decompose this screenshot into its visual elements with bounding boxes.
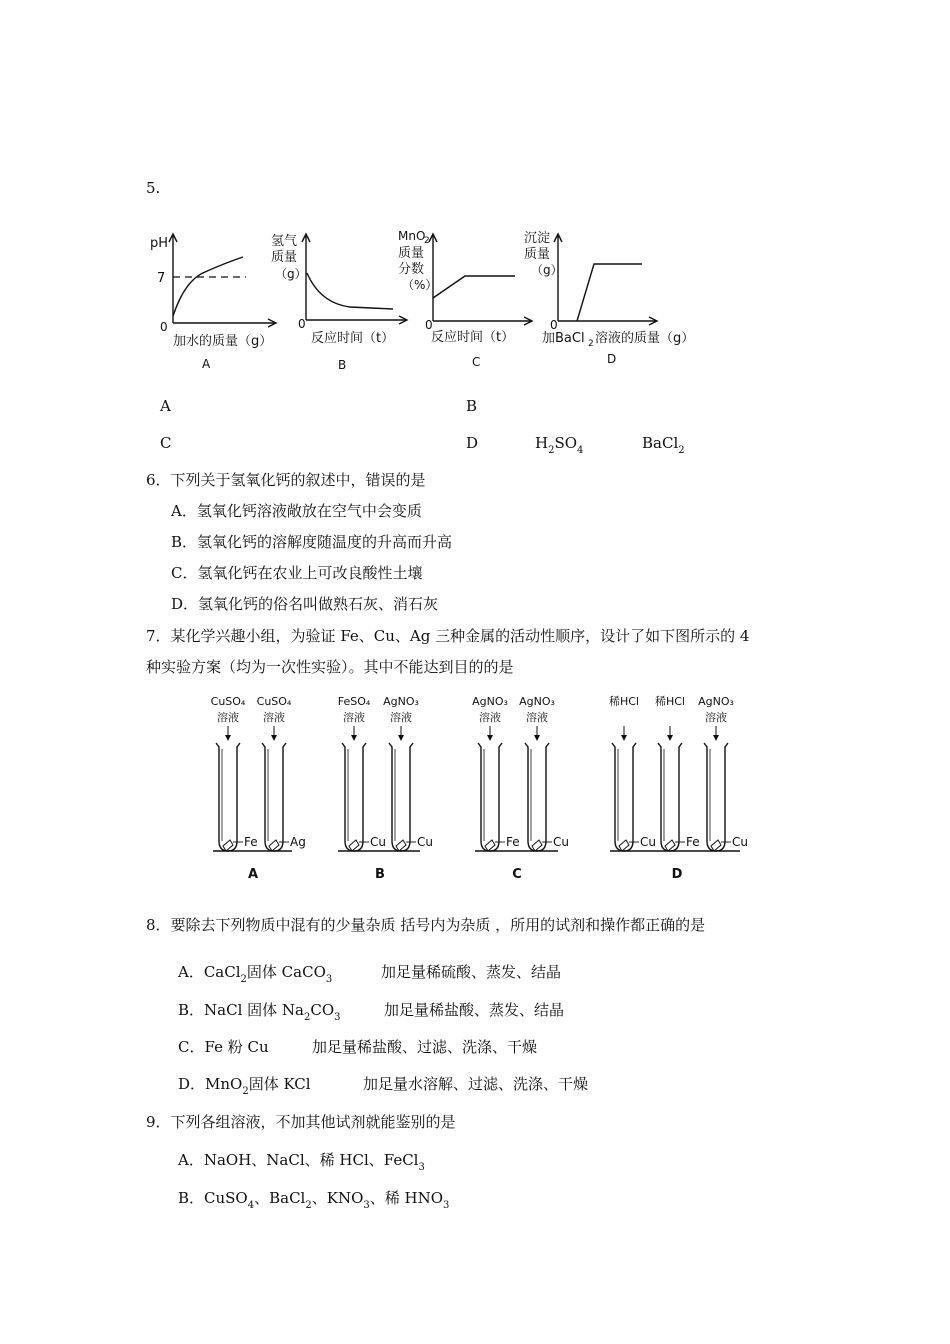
- graph-c-origin: 0: [425, 318, 433, 332]
- setup-a-letter: A: [247, 867, 259, 882]
- q5-option-b: B: [466, 397, 478, 415]
- setup-c-tube-2-metal-label: Cu: [553, 835, 569, 849]
- graph-c-letter: C: [472, 355, 481, 369]
- setup-c-tube-2-solution-label: 溶液: [526, 711, 548, 724]
- setup-d-tube-1-metal-piece: [619, 840, 629, 851]
- setup-a-tube-1-glass: [216, 743, 240, 851]
- setup-a-tube-1-reagent-label: CuSO₄: [210, 695, 246, 708]
- q8-option-c: C．Fe 粉 Cu: [178, 1038, 269, 1056]
- graph-a: [140, 228, 280, 378]
- graph-b-y-label-1: 氢气: [271, 234, 298, 249]
- q5-option-c: C: [160, 434, 172, 452]
- graph-d-y-label-1: 沉淀: [524, 231, 551, 246]
- graph-d-origin: 0: [550, 318, 558, 332]
- graph-c-y-label-4: （%）: [402, 278, 438, 292]
- setup-d-letter: D: [671, 867, 683, 882]
- setup-b-tube-2-glass: [389, 743, 413, 851]
- setup-b-tube-1-reagent-label: FeSO₄: [337, 695, 371, 708]
- setup-d-tube-3-reagent-label: AgNO₃: [698, 695, 734, 708]
- q8-option-a-method: 加足量稀硫酸、蒸发、结晶: [381, 963, 562, 981]
- q6-option-b: B．氢氧化钙的溶解度随温度的升高而升高: [171, 533, 453, 551]
- graph-b-y-label-3: （g）: [275, 267, 307, 281]
- setup-a-tube-1-metal-piece: [223, 840, 233, 851]
- graph-a-origin: 0: [160, 320, 168, 334]
- setup-c-tube-1-drop-arrow-head: [487, 735, 493, 741]
- setup-d-tube-3-glass: [704, 743, 728, 851]
- setup-a-tube-2-drop-arrow-head: [271, 735, 277, 741]
- setup-c-tube-1-reagent-label: AgNO₃: [472, 695, 508, 708]
- setup-b-tube-1-metal-label: Cu: [370, 835, 386, 849]
- q9-option-b: B．CuSO$_4$、BaCl$_2$、$KNO_3$、稀 $HNO_3$: [178, 1189, 450, 1211]
- graph-a-y-label: pH: [150, 236, 169, 251]
- setup-d-tube-2-metal-label: Fe: [686, 835, 700, 849]
- graph-c-y-label-sub: 2: [424, 236, 430, 246]
- q8-option-c-method: 加足量稀盐酸、过滤、洗涤、干燥: [312, 1038, 538, 1056]
- graph-b-y-label-2: 质量: [271, 250, 298, 265]
- setup-c-tube-2-metal-piece: [532, 840, 542, 851]
- q8-stem: 8．要除去下列物质中混有的少量杂质 括号内为杂质 ，所用的试剂和操作都正确的是: [146, 916, 706, 934]
- setup-d-tube-3-solution-label: 溶液: [705, 711, 727, 724]
- setup-b-tube-2-metal-label: Cu: [417, 835, 433, 849]
- setup-c-tube-2-reagent-label: AgNO₃: [519, 695, 555, 708]
- setup-b-tube-1-solution-label: 溶液: [343, 711, 365, 724]
- graph-c-line: [433, 276, 515, 298]
- setup-b-letter: B: [375, 867, 385, 882]
- graph-b-origin: 0: [298, 317, 306, 331]
- setup-c-tube-1-solution-label: 溶液: [479, 711, 501, 724]
- graph-c-x-label: 反应时间（t）: [431, 330, 515, 345]
- setup-a-tube-1-drop-arrow-head: [225, 735, 231, 741]
- setup-b-tube-2-metal-piece: [396, 840, 406, 851]
- setup-c-tube-1-metal-label: Fe: [506, 835, 520, 849]
- q5-option-d-formula-2: BaCl$_2$: [642, 434, 685, 456]
- q9-stem: 9．下列各组溶液，不加其他试剂就能鉴别的是: [146, 1113, 456, 1131]
- setup-a-tube-1-metal-label: Fe: [244, 835, 258, 849]
- graph-a-x-label: 加水的质量（g）: [173, 334, 273, 349]
- graph-b: [268, 228, 408, 378]
- q6-option-a: A．氢氧化钙溶液敞放在空气中会变质: [171, 502, 422, 520]
- q7-test-tube-diagram: [0, 690, 950, 890]
- setup-b-tube-1-metal-piece: [349, 840, 359, 851]
- q5-option-d: D: [466, 434, 479, 452]
- graph-d-x-label-sub: 2: [588, 339, 594, 349]
- q7-stem-line-2: 种实验方案（均为一次性实验）。其中不能达到目的的是: [146, 658, 514, 676]
- q8-option-d-method: 加足量水溶解、过滤、洗涤、干燥: [363, 1075, 589, 1093]
- setup-d-tube-1-glass: [612, 743, 636, 851]
- graph-d-y-label-2: 质量: [524, 247, 551, 262]
- setup-c-tube-1-metal-piece: [485, 840, 495, 851]
- graph-c: [395, 226, 535, 376]
- q8-option-d: D．MnO$_2$固体 KCl: [178, 1075, 311, 1097]
- setup-d-tube-3-metal-label: Cu: [732, 835, 748, 849]
- graph-b-x-label: 反应时间（t）: [311, 331, 395, 346]
- setup-c-tube-1-glass: [478, 743, 502, 851]
- setup-d-tube-2-drop-arrow-head: [667, 735, 673, 741]
- graph-b-curve: [307, 273, 393, 309]
- setup-b-tube-1-drop-arrow-head: [351, 735, 357, 741]
- graph-d-x-label-2: 溶液的质量（g）: [595, 331, 695, 346]
- graph-a-tick-7: 7: [157, 271, 166, 286]
- setup-a-tube-2-metal-label: Ag: [290, 835, 306, 849]
- graph-c-y-label-1: MnO: [398, 229, 426, 243]
- graph-c-y-label-3: 分数: [398, 262, 425, 277]
- graph-a-letter: A: [202, 357, 211, 371]
- setup-a-tube-2-metal-piece: [269, 840, 279, 851]
- graph-b-letter: B: [338, 358, 347, 372]
- setup-c-letter: C: [512, 867, 522, 882]
- q5-number: 5.: [146, 179, 161, 197]
- graph-d-line: [577, 264, 642, 321]
- q6-option-d: D．氢氧化钙的俗名叫做熟石灰、消石灰: [171, 595, 439, 613]
- q5-option-d-formula-1: $H_2SO_4$: [535, 434, 584, 456]
- q8-option-a: A．CaCl$_2$固体 CaCO$_3$: [178, 963, 333, 985]
- setup-d-tube-1-drop-arrow-head: [621, 735, 627, 741]
- setup-d-tube-2-glass: [658, 743, 682, 851]
- graph-d-x-label-1: 加BaCl: [542, 331, 585, 346]
- q6-option-c: C．氢氧化钙在农业上可改良酸性土壤: [171, 564, 423, 582]
- graph-a-curve: [173, 257, 243, 316]
- setup-b-tube-2-reagent-label: AgNO₃: [383, 695, 419, 708]
- setup-a-tube-2-reagent-label: CuSO₄: [256, 695, 292, 708]
- setup-d-tube-1-metal-label: Cu: [640, 835, 656, 849]
- graph-d-letter: D: [607, 352, 617, 366]
- setup-d-tube-2-reagent-label: 稀HCl: [654, 695, 686, 708]
- setup-c-tube-2-glass: [525, 743, 549, 851]
- setup-a-tube-1-solution-label: 溶液: [217, 711, 239, 724]
- graph-c-y-label-2: 质量: [398, 246, 425, 261]
- q8-option-b-method: 加足量稀盐酸、蒸发、结晶: [384, 1001, 565, 1019]
- setup-d-tube-3-metal-piece: [711, 840, 721, 851]
- setup-a-tube-2-solution-label: 溶液: [263, 711, 285, 724]
- q5-option-a: A: [160, 397, 171, 415]
- setup-d-tube-3-drop-arrow-head: [713, 735, 719, 741]
- setup-a-tube-2-glass: [262, 743, 286, 851]
- setup-b-tube-1-glass: [342, 743, 366, 851]
- setup-d-tube-1-reagent-label: 稀HCl: [608, 695, 640, 708]
- setup-b-tube-2-solution-label: 溶液: [390, 711, 412, 724]
- setup-d-tube-2-metal-piece: [665, 840, 675, 851]
- q6-stem: 6．下列关于氢氧化钙的叙述中，错误的是: [146, 471, 426, 489]
- q8-option-b: B．NaCl 固体 $Na_2CO_3$: [178, 1001, 341, 1023]
- graph-d: [522, 226, 722, 376]
- graph-d-y-label-3: （g）: [531, 263, 563, 277]
- q7-stem-line-1: 7．某化学兴趣小组，为验证 Fe、Cu、Ag 三种金属的活动性顺序，设计了如下图所示的 4: [146, 627, 750, 645]
- setup-b-tube-2-drop-arrow-head: [398, 735, 404, 741]
- setup-c-tube-2-drop-arrow-head: [534, 735, 540, 741]
- q9-option-a: A．NaOH、NaCl、稀 HCl、FeCl$_3$: [178, 1151, 425, 1173]
